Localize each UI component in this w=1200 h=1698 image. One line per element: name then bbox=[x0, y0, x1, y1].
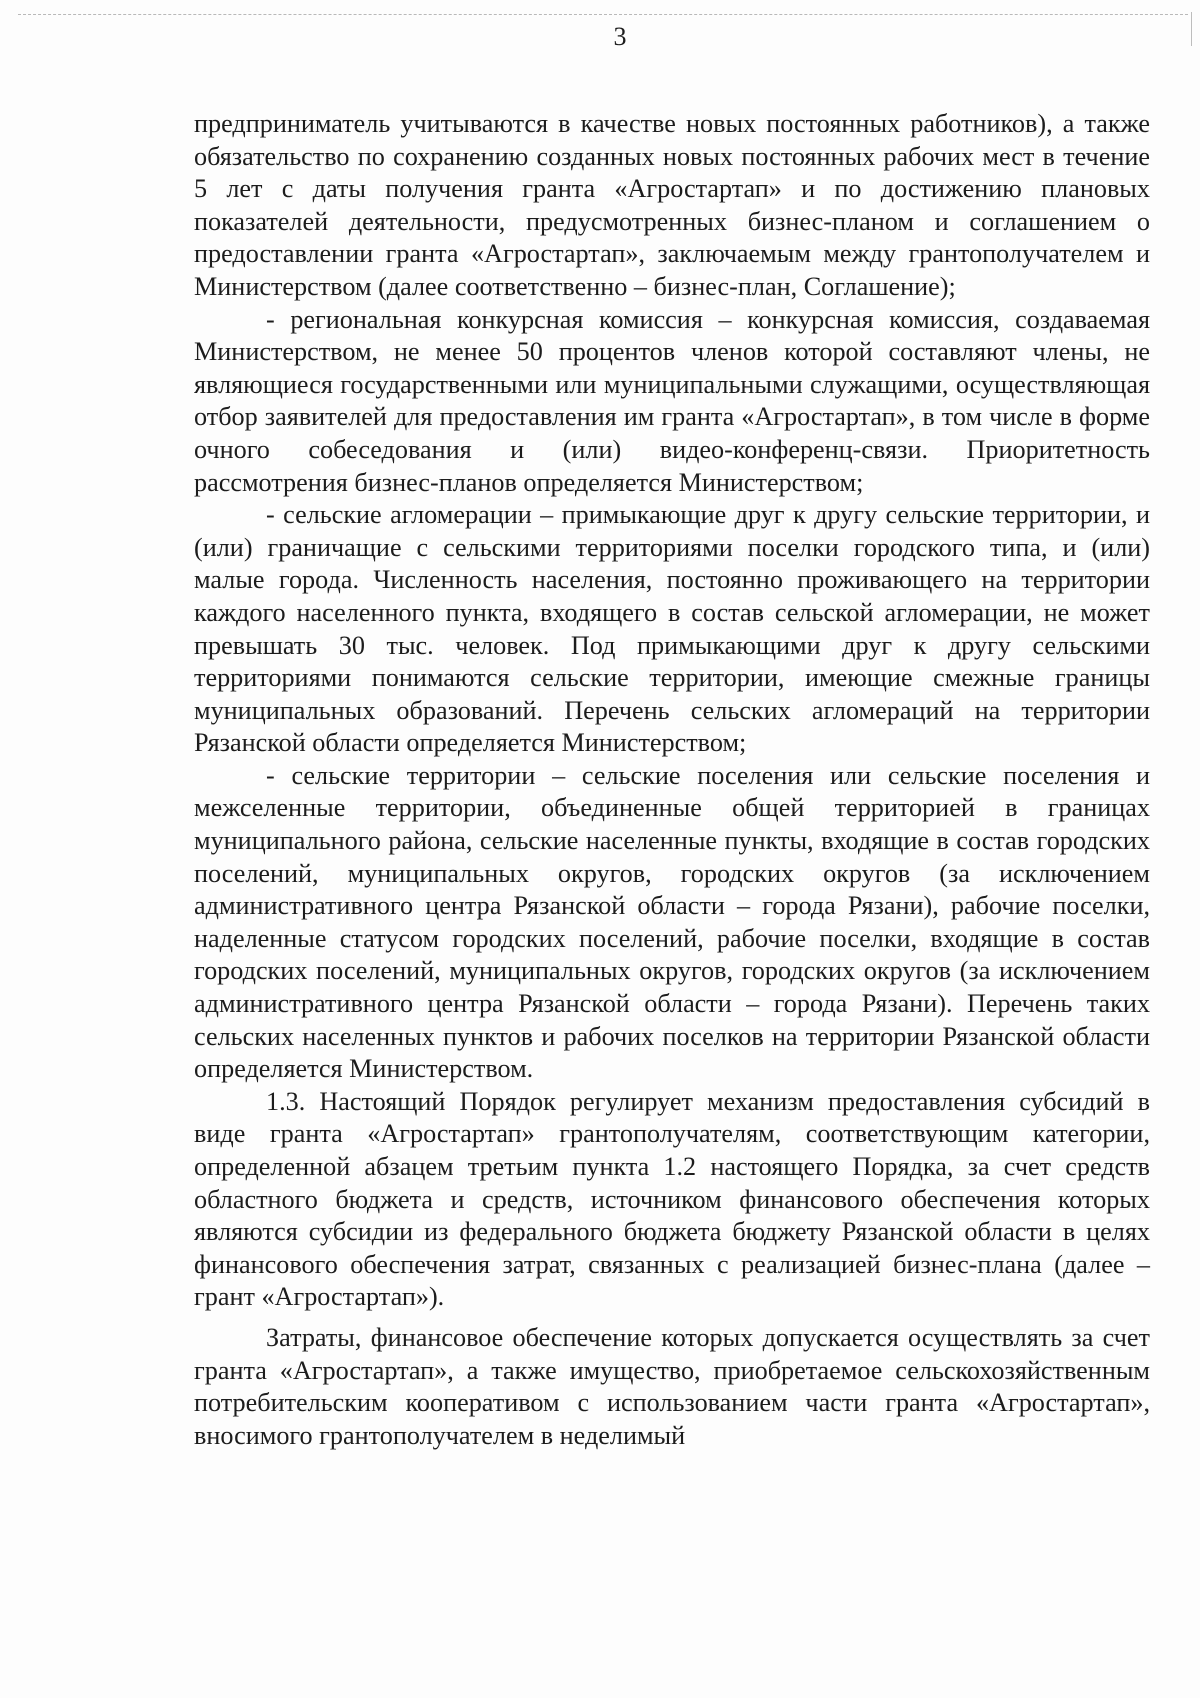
paragraph-regional-commission: - региональная конкурсная комиссия – конкурсная комиссия, создаваемая Министерством, не менее 50 процентов членов которой составляют члены, не являющиеся государственными или муниципальными служащими, осуществляющая отбор заявителей для предоставления им гранта «Агростартап», в том числе в форме очного собеседования и (или) видео-конференц-связи. Приоритетность рассмотрения бизнес-планов определяется Министерством; bbox=[194, 304, 1150, 497]
paragraph-continuation: предприниматель учитываются в качестве новых постоянных работников), а также обязательство по сохранению созданных новых постоянных рабочих мест в течение 5 лет с даты получения гранта «Агростартап» и по достижению плановых показателей деятельности, предусмотренных бизнес-планом и соглашением о предоставлении гранта «Агростартап», заключаемым между грантополучателем и Министерством (далее соответственно – бизнес-план, Соглашение); bbox=[194, 109, 1150, 301]
paragraph-rural-territories: - сельские территории – сельские поселения или сельские поселения и межселенные территории, объединенные общей территорией в границах муниципального района, сельские населенные пункты, входящие в состав городских поселений, муниципальных округов, городских округов (за исключением административного центра Рязанской области – города Рязани), рабочие поселки, наделенные статусом городских поселений, рабочие поселки, входящие в состав городских поселений, муниципальных округов, городских округов (за исключением административного центра Рязанской области – города Рязани). Перечень таких сельских населенных пунктов и рабочих поселков на территории Рязанской области определяется Министерством. bbox=[194, 760, 1150, 1084]
paragraph-rural-agglomerations: - сельские агломерации – примыкающие друг к другу сельские территории, и (или) граничащие с сельскими территориями поселки городского типа, и (или) малые города. Численность населения, постоянно проживающего на территории каждого населенного пункта, входящего в состав сельской агломерации, не может превышать 30 тыс. человек. Под примыкающими друг к другу сельскими территориями понимаются сельские территории, имеющие смежные границы муниципальных образований. Перечень сельских агломераций на территории Рязанской области определяется Министерством; bbox=[194, 500, 1150, 758]
page-number: 3 bbox=[613, 22, 627, 51]
paragraph-section-1-3: 1.3. Настоящий Порядок регулирует механизм предоставления субсидий в виде гранта «Агростартап» грантополучателям, соответствующим категории, определенной абзацем третьим пункта 1.2 настоящего Порядка, за счет средств областного бюджета и средств, источником финансового обеспечения которых являются субсидии из федерального бюджета бюджету Рязанской области в целях финансового обеспечения затрат, связанных с реализацией бизнес-плана (далее – грант «Агростартап»). bbox=[194, 1086, 1150, 1312]
scan-top-edge bbox=[18, 14, 1188, 15]
paragraph-expenses: Затраты, финансовое обеспечение которых допускается осуществлять за счет гранта «Агростартап», а также имущество, приобретаемое сельскохозяйственным потребительским кооперативом с использованием части гранта «Агростартап», вносимого грантополучателем в неделимый bbox=[194, 1322, 1150, 1450]
document-body bbox=[194, 108, 1150, 1452]
